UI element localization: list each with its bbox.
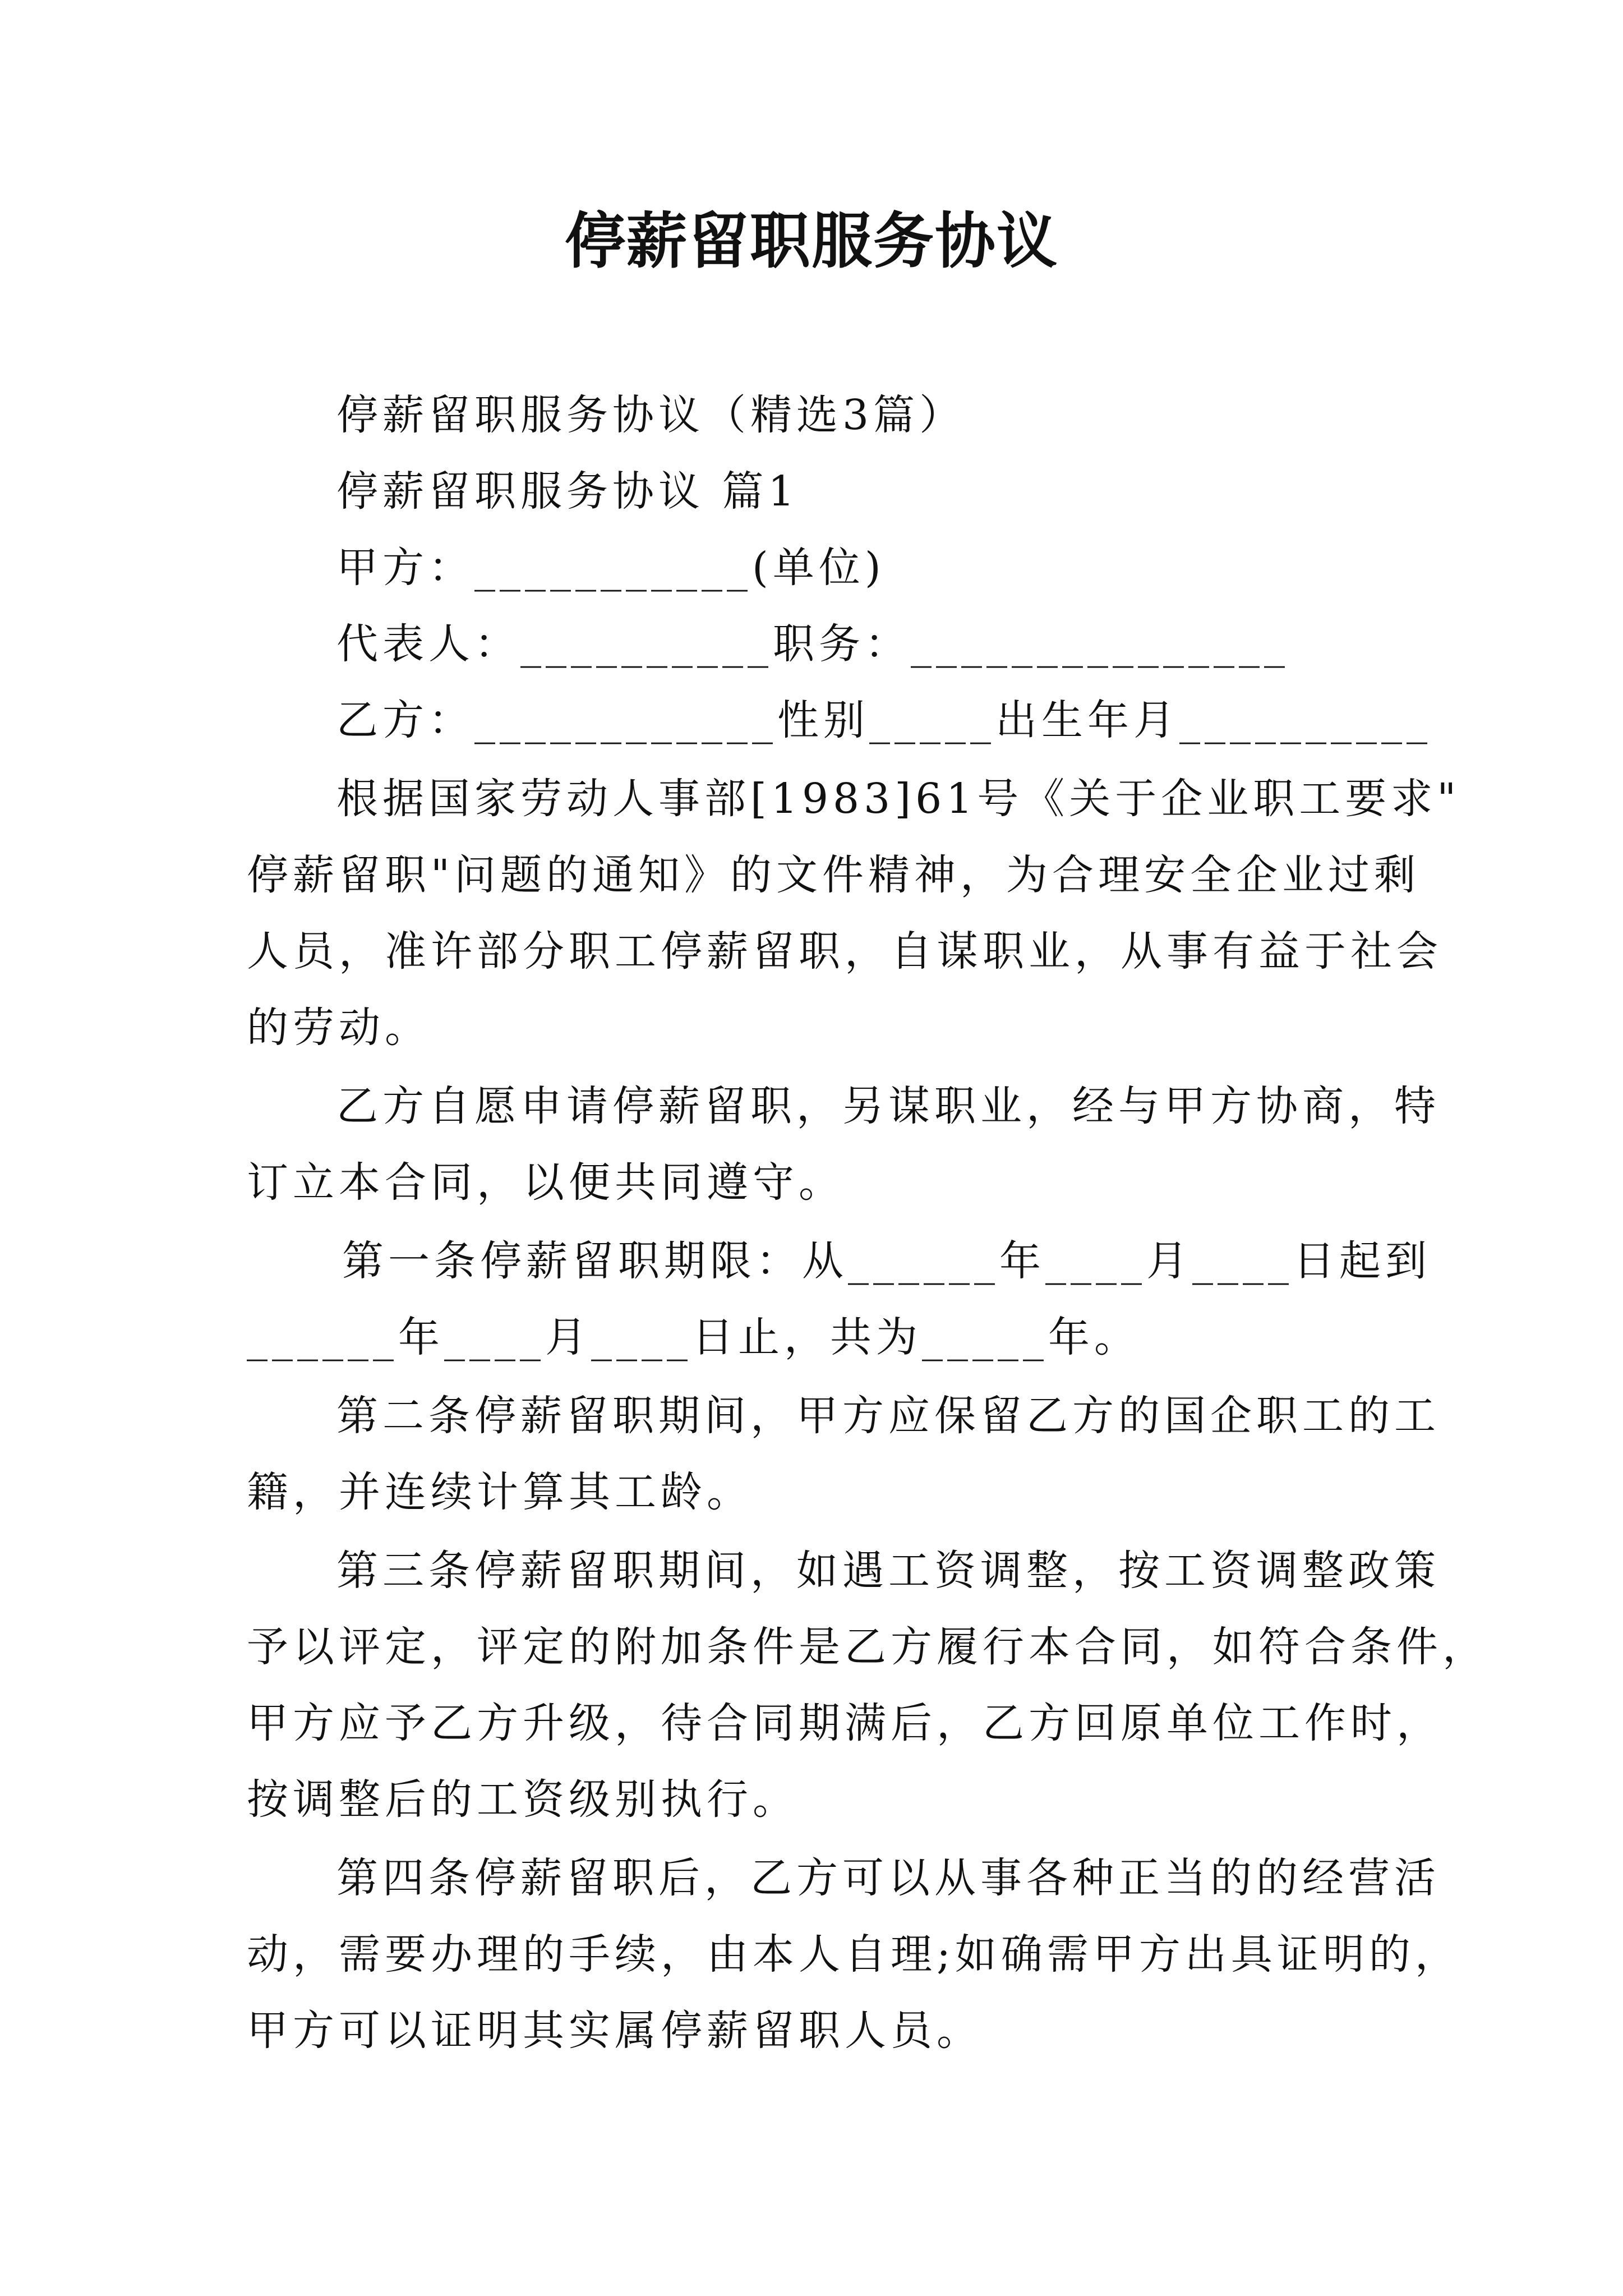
- article-3-line: 按调整后的工资级别执行。: [247, 1775, 799, 1824]
- article-1-line: 第一条停薪留职期限：从______年____月____日起到: [342, 1237, 1431, 1285]
- article-2-line: 籍，并连续计算其工龄。: [247, 1468, 753, 1516]
- article-3-line: 第三条停薪留职期间，如遇工资调整，按工资调整政策: [336, 1547, 1440, 1595]
- party-a-line: 甲方：___________(单位): [336, 544, 886, 592]
- paragraph-line: 订立本合同，以便共同遵守。: [247, 1158, 845, 1207]
- paragraph-line: 停薪留职"问题的通知》的文件精神，为合理安全企业过剩: [247, 851, 1421, 899]
- article-1-line: ______年____月____日止，共为_____年。: [247, 1313, 1140, 1361]
- article-2-line: 第二条停薪留职期间，甲方应保留乙方的国企职工的工: [336, 1392, 1440, 1440]
- article-3-line: 予以评定，评定的附加条件是乙方履行本合同，如符合条件，: [247, 1623, 1488, 1671]
- article-3-line: 甲方应予乙方升级，待合同期满后，乙方回原单位工作时，: [247, 1699, 1442, 1747]
- article-4-line: 动，需要办理的手续，由本人自理;如确需甲方出具证明的，: [247, 1930, 1461, 1978]
- document-title: 停薪留职服务协议: [564, 206, 1058, 277]
- party-b-line: 乙方：____________性别_____出生年月__________: [336, 696, 1432, 744]
- article-4-line: 甲方可以证明其实属停薪留职人员。: [247, 2007, 983, 2055]
- subtitle-line: 停薪留职服务协议（精选3篇）: [336, 391, 966, 439]
- paragraph-line: 乙方自愿申请停薪留职，另谋职业，经与甲方协商，特: [336, 1082, 1440, 1130]
- paragraph-line: 根据国家劳动人事部[1983]61号《关于企业职工要求": [336, 775, 1461, 823]
- paragraph-line: 人员，准许部分职工停薪留职，自谋职业，从事有益于社会: [247, 927, 1442, 976]
- representative-line: 代表人：__________职务：_______________: [336, 620, 1289, 668]
- paragraph-line: 的劳动。: [247, 1004, 431, 1052]
- section-heading: 停薪留职服务协议 篇1: [336, 467, 799, 516]
- article-4-line: 第四条停薪留职后，乙方可以从事各种正当的的经营活: [336, 1854, 1440, 1902]
